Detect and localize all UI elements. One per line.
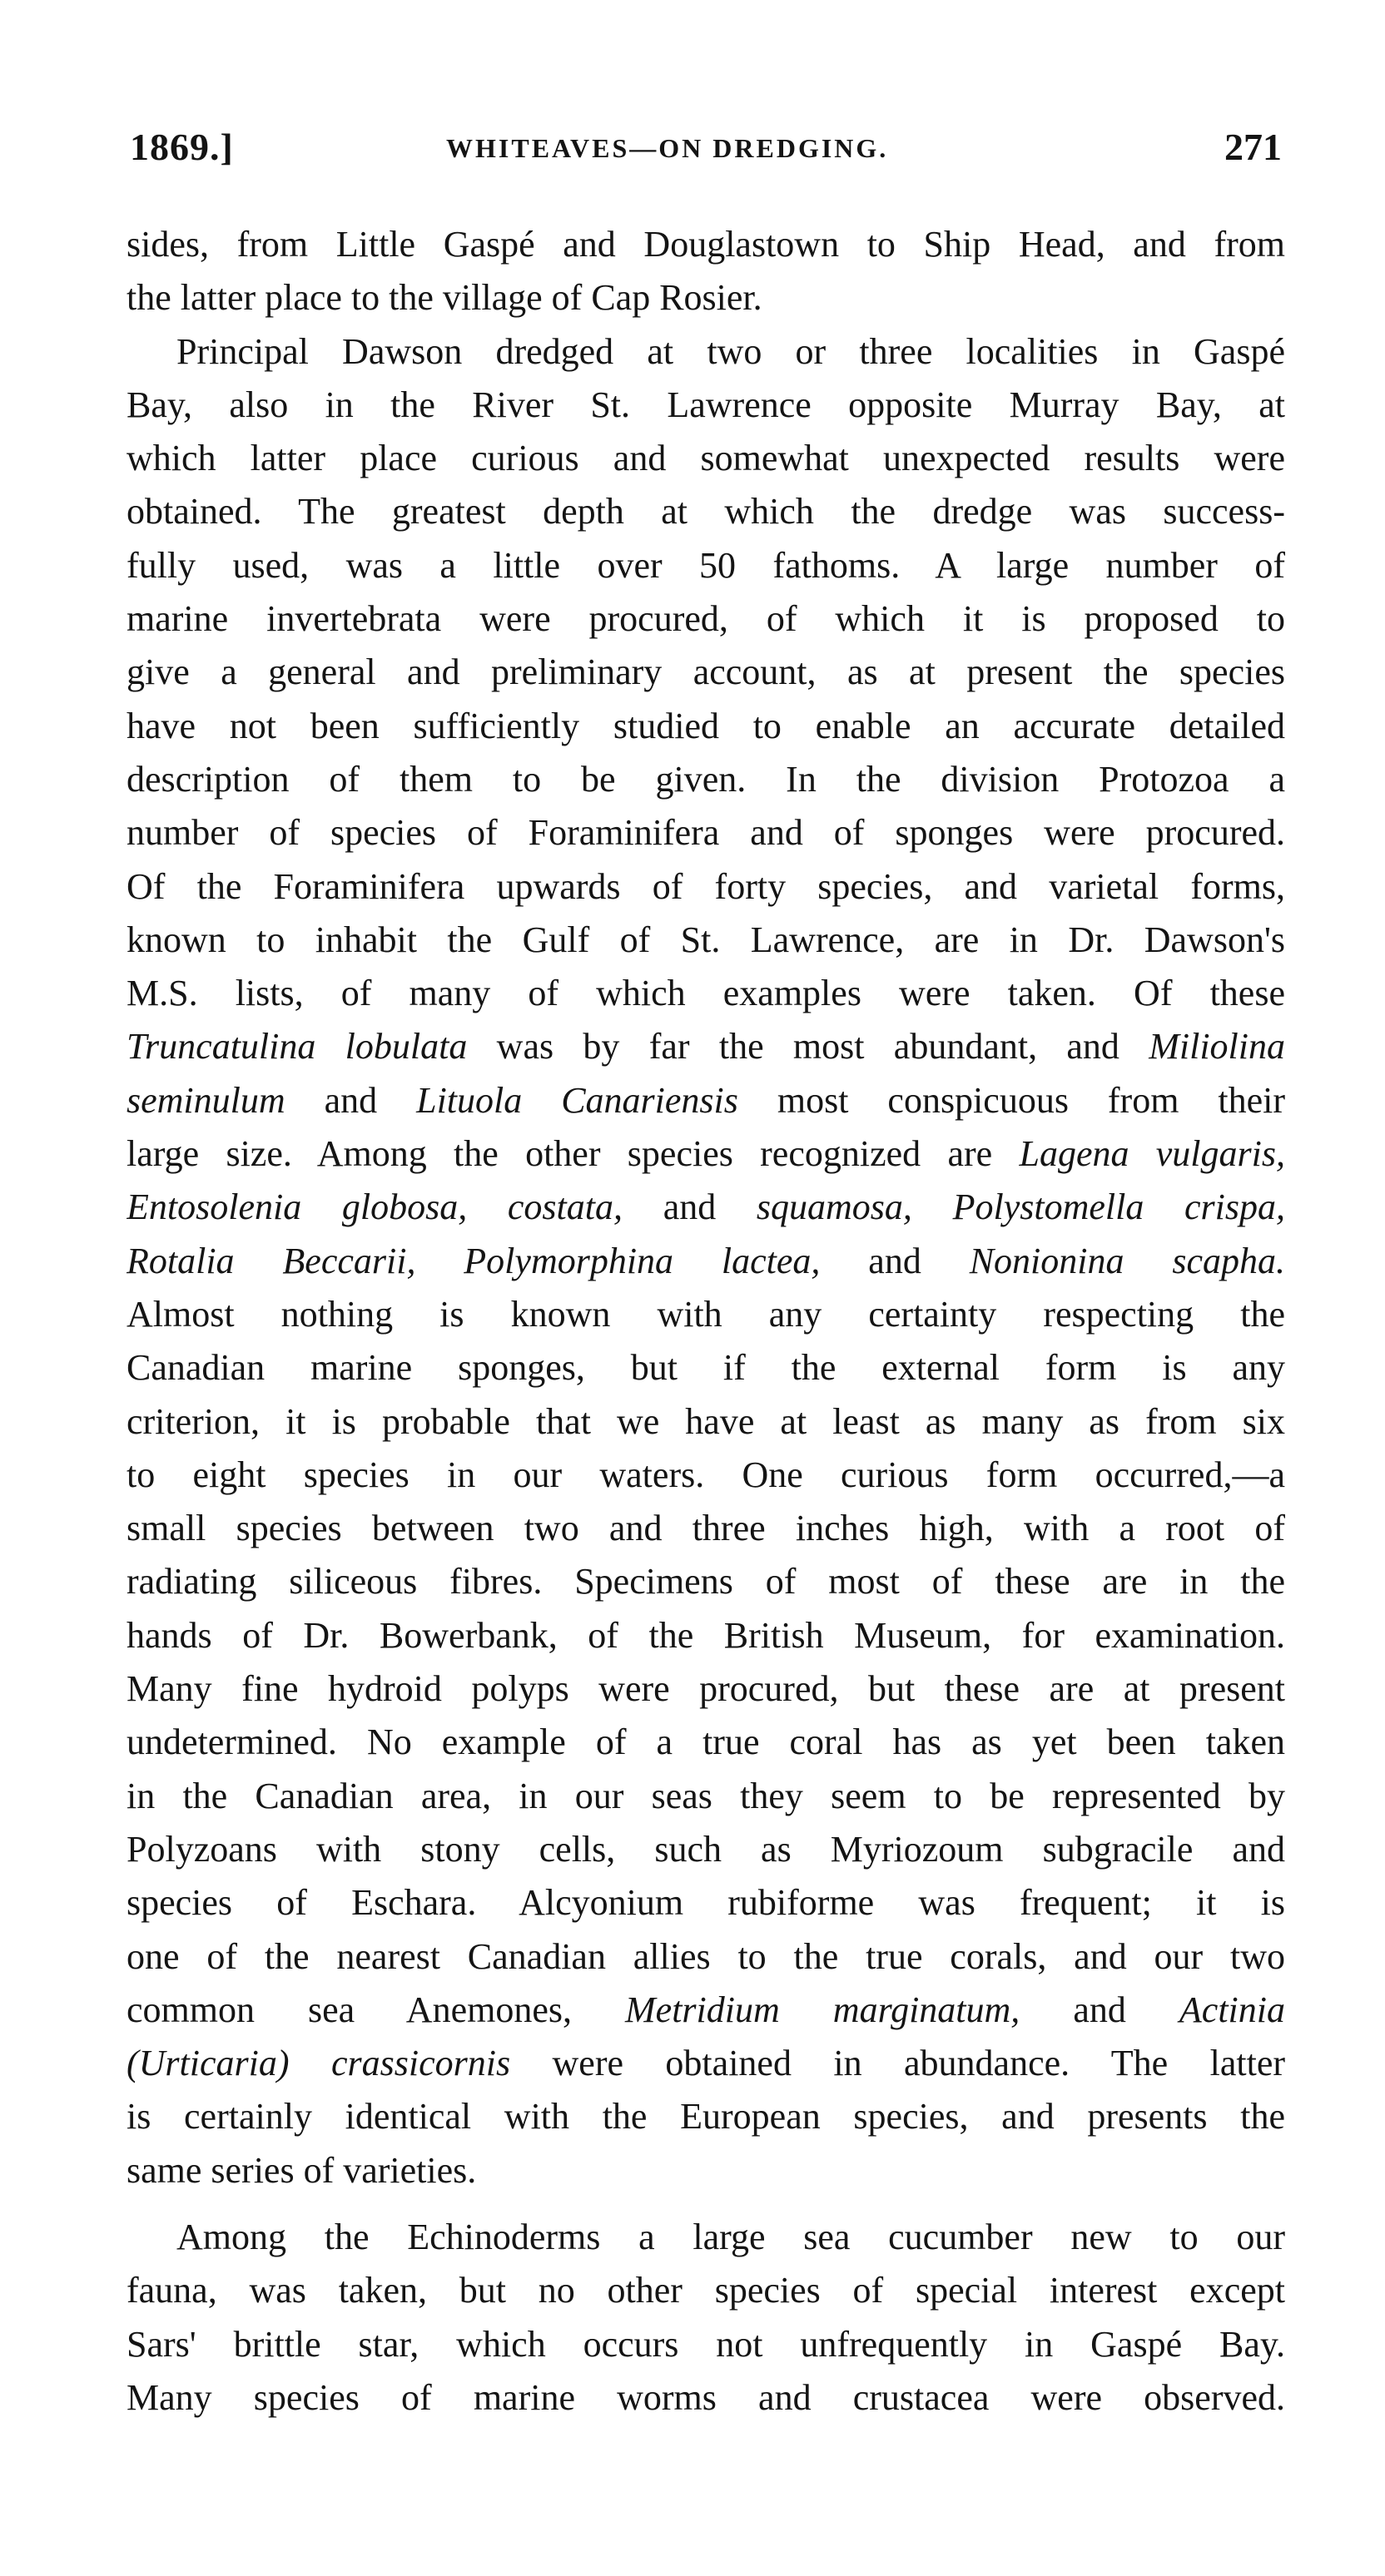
text-line: criterion, it is probable that we have at least as many as from six (127, 1400, 1285, 1442)
text-line: number of species of Foraminifera and of sponges were procured. (127, 812, 1285, 854)
text-line: one of the nearest Canadian allies to the true corals, and our two (127, 1935, 1285, 1977)
text-line: Entosolenia globosa, costata, and squamosa, Polystomella crispa, (127, 1186, 1285, 1228)
body-text (127, 218, 1285, 2425)
text-line: Truncatulina lobulata was by far the most abundant, and Miliolina (127, 1026, 1285, 1068)
species-name: Lituola Canariensis (416, 1079, 738, 1121)
page-header (130, 125, 1282, 183)
text-line: to eight species in our waters. One curious form occurred,—a (127, 1454, 1285, 1495)
text-line: (Urticaria) crassicornis were obtained in abundance. The latter (127, 2043, 1285, 2084)
text-line: is certainly identical with the European species, and presents the (127, 2096, 1285, 2138)
text-line: known to inhabit the Gulf of St. Lawrence, are in Dr. Dawson's (127, 919, 1285, 960)
text-line: species of Eschara. Alcyonium rubiforme was frequent; it is (127, 1882, 1285, 1924)
text-line: Of the Foraminifera upwards of forty species, and varietal forms, (127, 865, 1285, 907)
species-name: Nonionina scapha. (969, 1240, 1285, 1281)
species-name: Rotalia Beccarii, Polymorphina lactea, (127, 1240, 821, 1281)
text-line: Many species of marine worms and crustacea were observed. (127, 2376, 1285, 2418)
running-title: WHITEAVES—ON DREDGING. (446, 133, 889, 163)
text-line: Principal Dawson dredged at two or three localities in Gaspé (176, 330, 1285, 372)
text-line: Bay, also in the River St. Lawrence opposite Murray Bay, at (127, 384, 1285, 425)
text-line: M.S. lists, of many of which examples were taken. Of these (127, 973, 1285, 1014)
text-line: hands of Dr. Bowerbank, of the British Museum, for examination. (127, 1614, 1285, 1656)
paragraph (127, 218, 1285, 325)
paragraph (127, 2211, 1285, 2425)
species-name: Lagena vulgaris, (1019, 1133, 1285, 1175)
text-line: small species between two and three inches high, with a root of (127, 1508, 1285, 1549)
text-line: common sea Anemones, Metridium marginatum, and Actinia (127, 1989, 1285, 2030)
page-number: 271 (1224, 126, 1282, 168)
species-name: Truncatulina lobulata (127, 1026, 468, 1068)
text-line: Many fine hydroid polyps were procured, but these are at present (127, 1668, 1285, 1710)
text-line: Polyzoans with stony cells, such as Myriozoum subgracile and (127, 1828, 1285, 1870)
text-line: Sars' brittle star, which occurs not unfrequently in Gaspé Bay. (127, 2323, 1285, 2365)
paragraph (127, 325, 1285, 2197)
text-line: Almost nothing is known with any certainty respecting the (127, 1293, 1285, 1335)
species-name: Entosolenia globosa, costata, (127, 1186, 623, 1228)
text-line: large size. Among the other species recognized are Lagena vulgaris, (127, 1133, 1285, 1175)
text-line: fauna, was taken, but no other species of special interest except (127, 2270, 1285, 2311)
species-name: seminulum (127, 1079, 285, 1121)
text-line: which latter place curious and somewhat unexpected results were (127, 438, 1285, 479)
text-line: seminulum and Lituola Canariensis most conspicuous from their (127, 1079, 1285, 1121)
text-line: have not been sufficiently studied to enable an accurate detailed (127, 705, 1285, 746)
text-line: Among the Echinoderms a large sea cucumber new to our (176, 2216, 1285, 2257)
text-line: the latter place to the village of Cap Rosier. (127, 277, 762, 319)
header-year: 1869.] (130, 126, 234, 168)
text-line: Canadian marine sponges, but if the external form is any (127, 1347, 1285, 1389)
text-line: sides, from Little Gaspé and Douglastown to Ship Head, and from (127, 224, 1285, 265)
text-line: fully used, was a little over 50 fathoms. A large number of (127, 544, 1285, 586)
text-line: obtained. The greatest depth at which the dredge was success- (127, 491, 1285, 533)
text-line: radiating siliceous fibres. Specimens of most of these are in the (127, 1561, 1285, 1603)
text-line: marine invertebrata were procured, of which it is proposed to (127, 598, 1285, 640)
text-line: description of them to be given. In the division Protozoa a (127, 758, 1285, 800)
species-name: Miliolina (1149, 1026, 1285, 1068)
species-name: squamosa, Polystomella crispa, (756, 1186, 1285, 1228)
text-line: give a general and preliminary account, as at present the species (127, 651, 1285, 693)
text-line: in the Canadian area, in our seas they seem to be represented by (127, 1775, 1285, 1816)
species-name: (Urticaria) crassicornis (127, 2043, 511, 2084)
text-line: undetermined. No example of a true coral has as yet been taken (127, 1721, 1285, 1763)
paragraph-gap (127, 2197, 1285, 2211)
species-name: Metridium marginatum, (625, 1989, 1020, 2030)
text-line: Rotalia Beccarii, Polymorphina lactea, and Nonionina scapha. (127, 1240, 1285, 1281)
species-name: Actinia (1179, 1989, 1285, 2030)
text-line: same series of varieties. (127, 2149, 477, 2191)
